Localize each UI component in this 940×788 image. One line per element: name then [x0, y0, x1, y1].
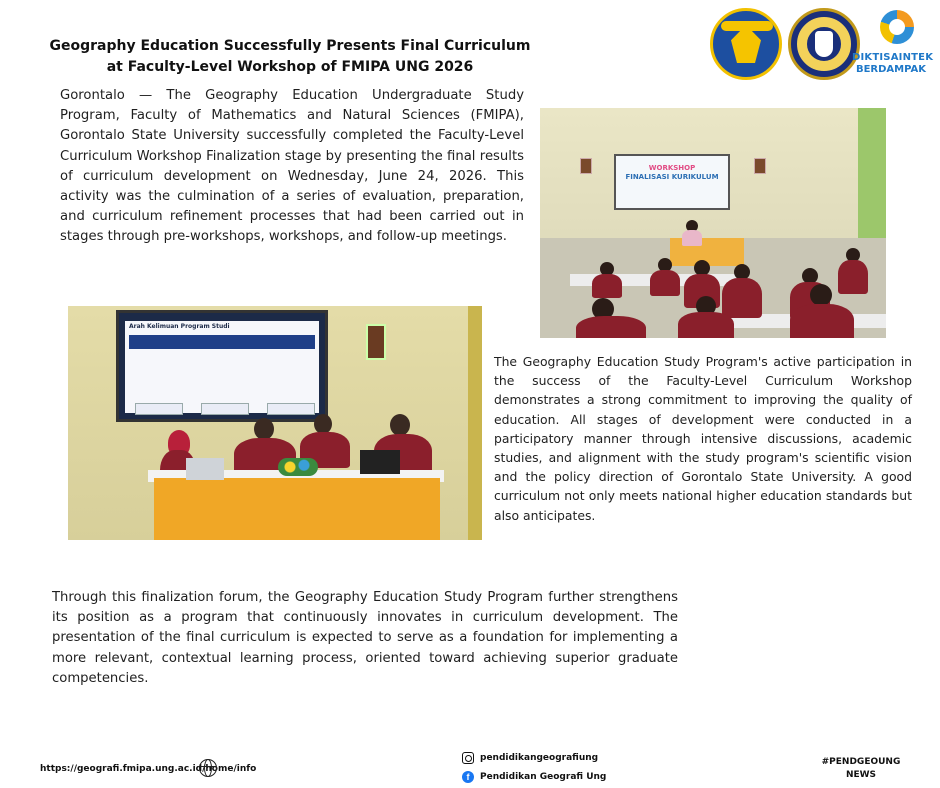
- photo-curtain: [468, 306, 482, 540]
- slide-box: [135, 403, 183, 415]
- presentation-panel-photo: [68, 306, 482, 540]
- participant: [650, 270, 680, 296]
- wall-portrait: [580, 158, 592, 174]
- slide-box: [201, 403, 249, 415]
- hashtag-line-1: #PENDGEOUNG: [821, 757, 901, 767]
- closing-paragraph: Through this finalization forum, the Geography Education Study Program further strengthens its position as a program that continuously innovates in curriculum development. The presentation of the final curriculum is expected to serve as a foundation for implementing a more relevant, contextual learning process, oriented toward achieving superior graduate competencies.: [52, 590, 678, 686]
- participant-head: [810, 284, 832, 306]
- diktisaintek-wordmark: DIKTISAINTEK: [852, 52, 934, 63]
- slide-box: [267, 403, 315, 415]
- diktisaintek-swirl-icon: [880, 10, 914, 44]
- slide-heading: Arah Kelimuan Program Studi: [129, 323, 230, 330]
- hashtag-badge: [816, 756, 906, 782]
- tut-wuri-handayani-logo: [710, 8, 782, 80]
- facebook-icon: f: [462, 771, 474, 783]
- presentation-screen: [116, 310, 328, 422]
- participant: [790, 304, 854, 338]
- flower-arrangement: [278, 458, 318, 476]
- ung-university-logo: [788, 8, 860, 80]
- participant: [592, 274, 622, 298]
- laptop: [360, 450, 400, 474]
- hashtag-line-2: NEWS: [845, 770, 877, 780]
- instagram-handle-label: pendidikangeografiung: [480, 753, 599, 763]
- logo-strip: [710, 8, 934, 80]
- panelist-head: [314, 414, 332, 434]
- facebook-page-label: Pendidikan Geografi Ung: [480, 772, 607, 782]
- commitment-paragraph: The Geography Education Study Program's active participation in the success of the Faculty-Level Curriculum Workshop demonstrates a strong commitment to improving the quality of education. All stages of development were conducted in a participatory manner through intensive discussions, academic studies, and alignment with the study program's scientific vision and the policy direction of Gorontalo State University. A good curriculum not only meets national higher education standards but also anticipates.: [494, 354, 912, 523]
- participant: [576, 316, 646, 338]
- orange-table-skirt: [154, 478, 440, 540]
- globe-icon: [199, 759, 217, 777]
- participant: [678, 312, 734, 338]
- instagram-handle[interactable]: [462, 752, 598, 764]
- workshop-room-photo: [540, 108, 886, 338]
- slide-banner: [129, 335, 315, 349]
- wall-portrait: [366, 324, 386, 360]
- participant: [838, 260, 868, 294]
- berdampak-wordmark: BERDAMPAK: [855, 64, 927, 75]
- website-url[interactable]: https://geografi.fmipa.ung.ac.id/home/info: [40, 764, 257, 774]
- projection-screen: [614, 154, 730, 210]
- laptop: [186, 458, 224, 480]
- article-title-line-1: Geography Education Successfully Presents Final Curriculum: [49, 38, 531, 54]
- intro-paragraph: Gorontalo — The Geography Education Undergraduate Study Program, Faculty of Mathematics and Natural Sciences (FMIPA), Gorontalo State University successfully completed the Faculty-Level Curriculum Workshop Finalization stage by presenting the final results of curriculum development on Wednesday, June 24, 2026. This activity was the culmination of a series of evaluation, preparation, and curriculum refinement processes that had been carried out in stages through pre-workshops, workshops, and follow-up meetings.: [60, 88, 524, 245]
- panelist-head: [254, 418, 274, 440]
- instagram-icon: [462, 752, 474, 764]
- wall-portrait: [754, 158, 766, 174]
- photo-green-wall: [858, 108, 886, 258]
- logo-core: [815, 31, 833, 57]
- slide: [125, 321, 319, 413]
- panelist-head: [390, 414, 410, 436]
- screen-subtitle: FINALISASI KURIKULUM: [625, 173, 719, 181]
- screen-title: WORKSHOP: [648, 164, 696, 172]
- presenter: [682, 230, 702, 246]
- article-title-line-2: at Faculty-Level Workshop of FMIPA UNG 2026: [106, 59, 474, 75]
- facebook-page[interactable]: [462, 771, 606, 783]
- diktisaintek-logo: [852, 8, 934, 80]
- article-title: [40, 36, 540, 78]
- participant: [722, 278, 762, 318]
